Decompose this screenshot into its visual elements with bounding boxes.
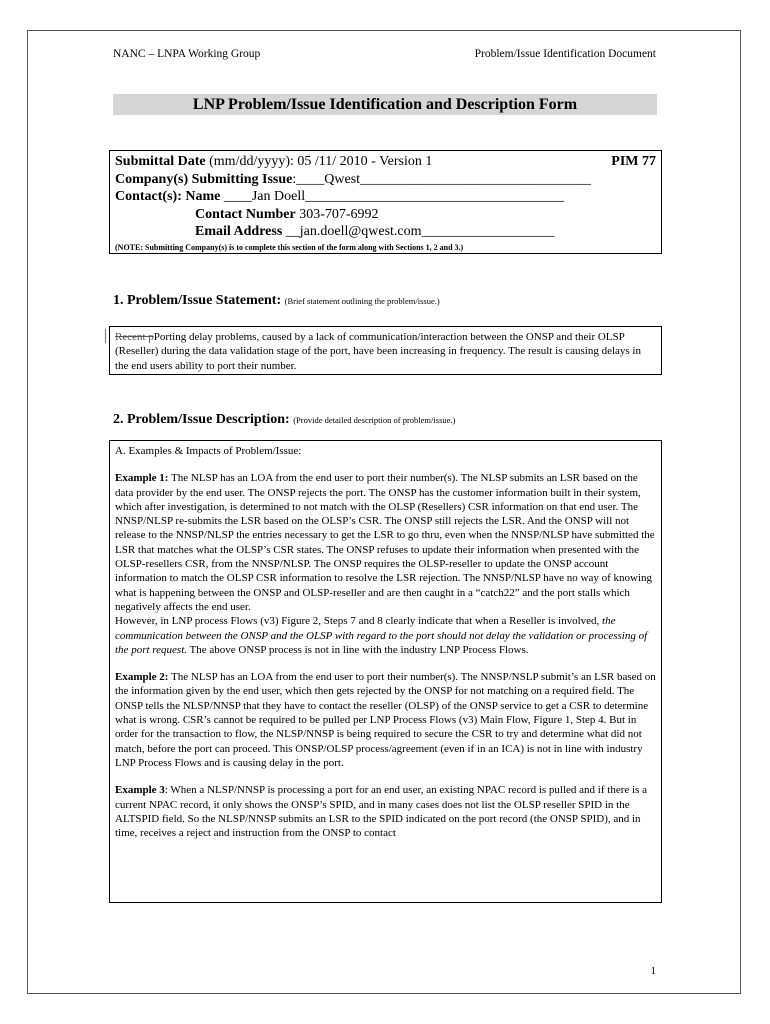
email-label: Email Address	[195, 224, 283, 239]
submittal-note: (NOTE: Submitting Company(s) is to complete this section of the form along with Sections 1, 2 and 3.)	[115, 242, 464, 252]
section2-subtitle: (Provide detailed description of problem/issue.)	[293, 415, 456, 425]
example3-paragraph	[115, 783, 656, 840]
examples-heading: A. Examples & Impacts of Problem/Issue:	[115, 445, 302, 457]
company-row	[115, 171, 656, 189]
company-value: :____Qwest_________________________________	[292, 171, 592, 187]
contact-name-label: Contact(s): Name	[115, 189, 221, 204]
example1-however-paragraph	[115, 614, 656, 657]
email-value: __jan.doell@qwest.com___________________	[282, 224, 555, 239]
example1-text: The NLSP has an LOA from the end user to port their number(s). The NLSP submits an LSR based on the data provider by the end user. The ONSP rejects the port. The ONSP has the customer information built in their system, which after investigation, is determined to not match with the OLSP (Resellers) CSR information on that end user. The NNSP/NLSP re-submits the LSR based on the OLSP’s CSR. The ONSP still rejects the LSR. And the ONSP will not release to the NNSP/NLSP the entries necessary to get the LSR to go thru, even when the NNSP/NLSP have submitted the LSR that matches what the OLSP’s CSR states. The ONSP refuses to update their information when presented with the OLSP-resellers CSR, from the NNSP/NLSP. The ONSP requires the OLSP-reseller to update the ONSP account information to match the OLSP CSR information to resolve the LSR rejection. The NNSP/NLSP have no way of knowing what is happening between the ONSP and OLSP-reseller and are then caught in a “catch22” and the port stalls which negatively affects the end user.	[115, 472, 655, 613]
contact-number-row	[115, 206, 656, 224]
section1-text	[115, 330, 656, 373]
statement-text: Porting delay problems, caused by a lack of communication/interaction between the ONSP and their OLSP (Reseller) during the data validation stage of the port, have been increasing in frequency. The result is causing delays in the end users ability to port their number.	[115, 331, 641, 372]
section1-title: 1. Problem/Issue Statement:	[113, 293, 282, 308]
section2-title: 2. Problem/Issue Description:	[113, 412, 290, 427]
contact-name-row	[115, 188, 656, 206]
submittal-date-value: 05 /11/ 2010 - Version 1	[297, 154, 433, 169]
submittal-date-format: (mm/dd/yyyy):	[209, 154, 294, 169]
section2-heading	[113, 412, 455, 428]
section2-box	[109, 440, 662, 903]
example1-label: Example 1:	[115, 472, 169, 485]
contact-number-value: 303-707-6992	[295, 206, 379, 222]
example2-text: The NLSP has an LOA from the end user to port their number(s). The NNSP/NSLP submit’s an LSR based on the information given by the end user, which then gets rejected by the ONSP for not matching on a required field. The ONSP tells the NLSP/NNSP that they have to contact the reseller (OLSP) of the ONSP service to get a CSR to determine what is wrong. CSR’s cannot be required to be pulled per LNP Process Flows (v3) Main Flow, Figure 1, Step 4. But in order for the transaction to flow, the NLSP/NNSP is being required to secure the CSR to try and determine what did not match, before the port can proceed. This ONSP/OLSP process/agreement (even if in an ICA) is not in line with industry LNP Process Flows and is causing delay in the port.	[115, 671, 656, 769]
page-number: 1	[650, 965, 656, 977]
deleted-text: Recent p	[115, 331, 154, 343]
header-right: Problem/Issue Identification Document	[474, 48, 656, 60]
example2-label: Example 2:	[115, 671, 169, 684]
company-label: Company(s) Submitting Issue	[115, 171, 293, 187]
example1-end: The above ONSP process is not in line with the industry LNP Process Flows.	[187, 643, 529, 656]
contact-number-label: Contact Number	[195, 206, 296, 222]
example1-paragraph	[115, 471, 656, 614]
header-left: NANC – LNPA Working Group	[113, 48, 261, 60]
example1-italic: the communication between the ONSP and the OLSP with regard to the port should not delay the validation or processing of the port request.	[115, 615, 648, 656]
submittal-date-row	[115, 153, 656, 171]
submittal-box	[109, 150, 662, 254]
example3-text: : When a NLSP/NNSP is processing a port for an end user, an existing NPAC record is pulled and if there is a current NPAC record, it only shows the ONSP’s SPID, and in many cases does not list the OLSP reseller SPID in the ALTSPID field. So the NLSP/NNSP submits an LSR to the SPID indicated on the port record (the ONSP SPID), and in time, receives a reject and instruction from the ONSP to contact	[115, 784, 647, 840]
document-page	[27, 30, 741, 994]
example1-however: However, in LNP process Flows (v3) Figure 2, Steps 7 and 8 clearly indicate that when a Reseller is involved,	[115, 615, 603, 628]
submittal-date-label: Submittal Date	[115, 154, 206, 169]
section1-subtitle: (Brief statement outlining the problem/issue.)	[284, 296, 440, 306]
text-cursor	[105, 329, 106, 343]
form-title: LNP Problem/Issue Identification and Description Form	[113, 94, 657, 115]
example2-paragraph	[115, 670, 656, 770]
section1-box	[109, 326, 662, 375]
section1-heading	[113, 293, 440, 309]
email-row	[115, 223, 656, 241]
example3-label: Example 3	[115, 784, 165, 797]
pim-number: PIM 77	[611, 154, 656, 169]
contact-name-value: ____Jan Doell_____________________________________	[220, 189, 565, 204]
